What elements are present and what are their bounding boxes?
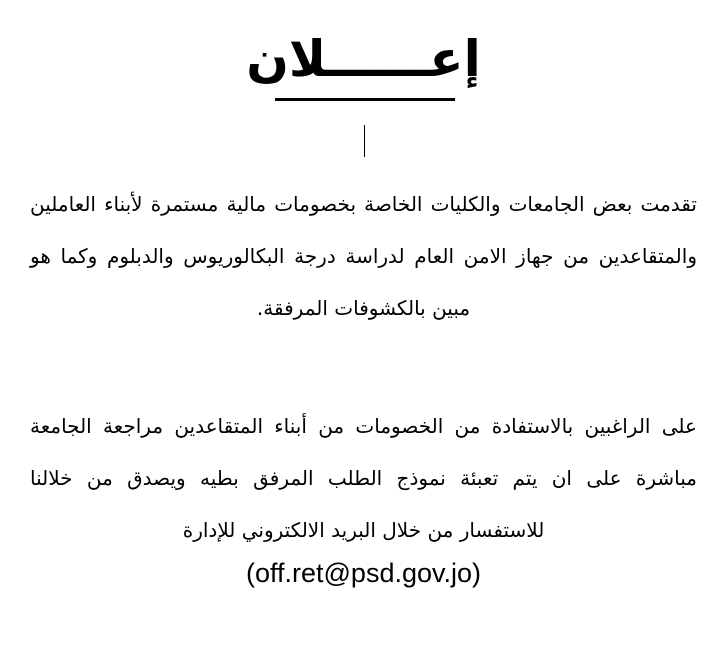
title-underline: [275, 98, 455, 101]
announcement-title: إعــــــلان: [246, 30, 481, 88]
contact-email: (off.ret@psd.gov.jo): [245, 558, 481, 588]
announcement-paragraph-instructions: على الراغبين بالاستفادة من الخصومات من أبناء المتقاعدين مراجعة الجامعة مباشرة على ان يتم تعبئة نموذج الطلب المرفق بطيه ويصدق من خلالنا للاستفسار من خلال البريد الالكتروني للإدارة: [30, 414, 697, 542]
announcement-paragraph-discounts: تقدمت بعض الجامعات والكليات الخاصة بخصومات مالية مستمرة لأبناء العاملين والمتقاعدين من جهاز الامن العام لدراسة درجة البكالوريوس والدبلوم وكما هو مبين بالكشوفات المرفقة.: [30, 192, 697, 320]
text-cursor: [364, 125, 365, 157]
